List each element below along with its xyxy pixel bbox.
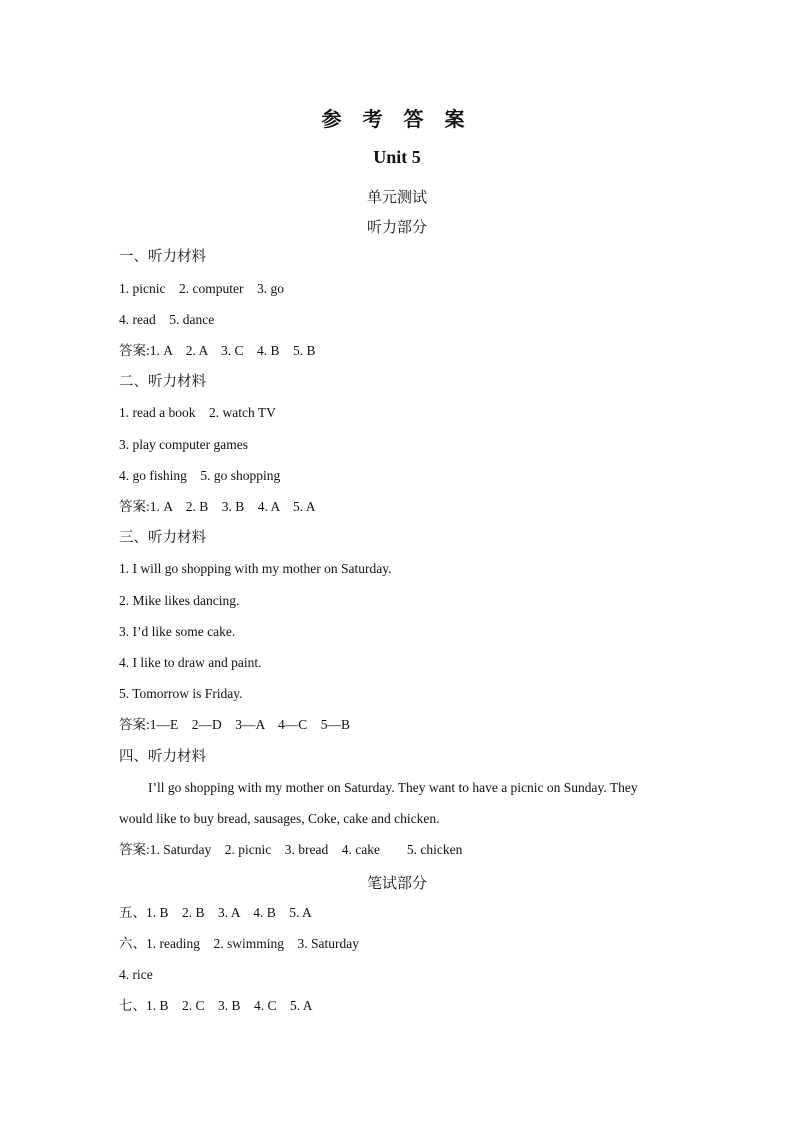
q1-line-1: 1. picnic 2. computer 3. go (119, 281, 284, 296)
unit-title: Unit 5 (373, 147, 421, 167)
written-section-title: 笔试部分 (366, 876, 427, 892)
q2-heading: 二、听力材料 (119, 374, 206, 390)
q3-line-2: 2. Mike likes dancing. (119, 593, 240, 608)
q3-line-1: 1. I will go shopping with my mother on Saturday. (119, 561, 392, 576)
q7-answer: 七、1. B 2. C 3. B 4. C 5. A (119, 998, 313, 1013)
q3-line-4: 4. I like to draw and paint. (119, 655, 262, 670)
q6-answer-line-2: 4. rice (119, 967, 153, 982)
page-title: 参 考 答 案 (321, 109, 473, 131)
q5-answer: 五、1. B 2. B 3. A 4. B 5. A (119, 905, 312, 920)
q3-answer: 答案:1—E 2—D 3—A 4—C 5—B (119, 717, 351, 732)
q3-line-3: 3. I’d like some cake. (119, 624, 236, 639)
q4-answer: 答案:1. Saturday 2. picnic 3. bread 4. cake 5. chicken (119, 842, 463, 857)
q2-answer: 答案:1. A 2. B 3. B 4. A 5. A (119, 499, 316, 514)
q2-line-3: 4. go fishing 5. go shopping (119, 468, 281, 483)
q4-paragraph-line-2: would like to buy bread, sausages, Coke, cake and chicken. (119, 811, 440, 826)
q4-paragraph-line-1: I’ll go shopping with my mother on Saturday. They want to have a picnic on Sunday. They (148, 780, 638, 795)
q6-answer-line-1: 六、1. reading 2. swimming 3. Saturday (119, 936, 359, 951)
test-subtitle: 单元测试 (366, 190, 427, 206)
q3-heading: 三、听力材料 (119, 530, 206, 546)
listening-section-title: 听力部分 (366, 220, 427, 236)
q1-answer: 答案:1. A 2. A 3. C 4. B 5. B (119, 343, 316, 358)
q4-heading: 四、听力材料 (119, 749, 206, 765)
q2-line-2: 3. play computer games (119, 437, 248, 452)
q1-heading: 一、听力材料 (119, 249, 206, 265)
q2-line-1: 1. read a book 2. watch TV (119, 405, 276, 420)
q3-line-5: 5. Tomorrow is Friday. (119, 686, 243, 701)
q1-line-2: 4. read 5. dance (119, 312, 215, 327)
